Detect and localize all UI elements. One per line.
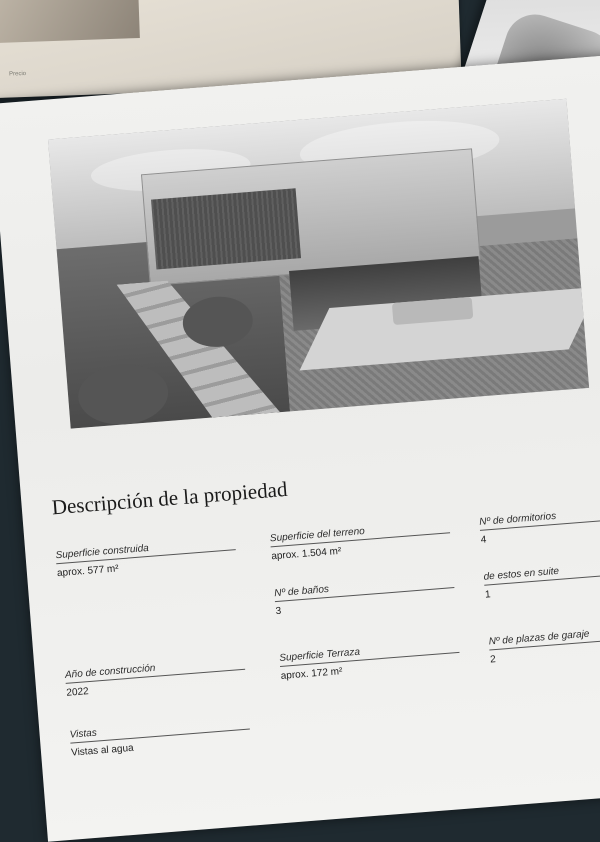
field-plazas-garaje: [488, 622, 600, 665]
field-label: Superficie Terraza: [279, 639, 460, 667]
house-photo: [48, 99, 589, 429]
field-superficie-terreno: [270, 519, 452, 562]
field-value: aprox. 577 m²: [56, 563, 120, 580]
field-label: Año de construcción: [65, 656, 246, 684]
field-dormitorios: [479, 503, 600, 546]
field-label: de estos en suite: [483, 558, 600, 586]
field-label: Vistas: [69, 716, 250, 744]
field-value: aprox. 172 m²: [280, 666, 343, 682]
field-superficie-construida: [55, 536, 237, 579]
field-label: Superficie construida: [55, 536, 236, 564]
field-value: 4: [480, 534, 487, 546]
background-thumbnail: [0, 0, 140, 43]
field-value: 3: [275, 605, 282, 618]
field-value: aprox. 1.504 m²: [270, 545, 342, 563]
property-sheet: [0, 54, 600, 842]
field-value: 2022: [66, 686, 90, 699]
field-label: Superficie del terreno: [270, 519, 451, 547]
field-banos: [274, 574, 456, 617]
house-wood-cladding: [151, 188, 301, 269]
field-value: 2: [489, 654, 497, 666]
field-superficie-terraza: [279, 639, 461, 682]
field-ano-construccion: [65, 656, 247, 699]
field-label: Nº de baños: [274, 574, 455, 602]
background-precio-label: Precio: [8, 70, 27, 78]
field-label: Nº de plazas de garaje: [488, 622, 600, 650]
field-value: 1: [484, 589, 492, 601]
property-title: Descripción de la propiedad: [50, 476, 289, 520]
field-value: Vistas al agua: [70, 742, 135, 759]
field-vistas: [69, 716, 251, 759]
field-en-suite: [483, 558, 600, 601]
field-label: Nº de dormitorios: [479, 503, 600, 531]
